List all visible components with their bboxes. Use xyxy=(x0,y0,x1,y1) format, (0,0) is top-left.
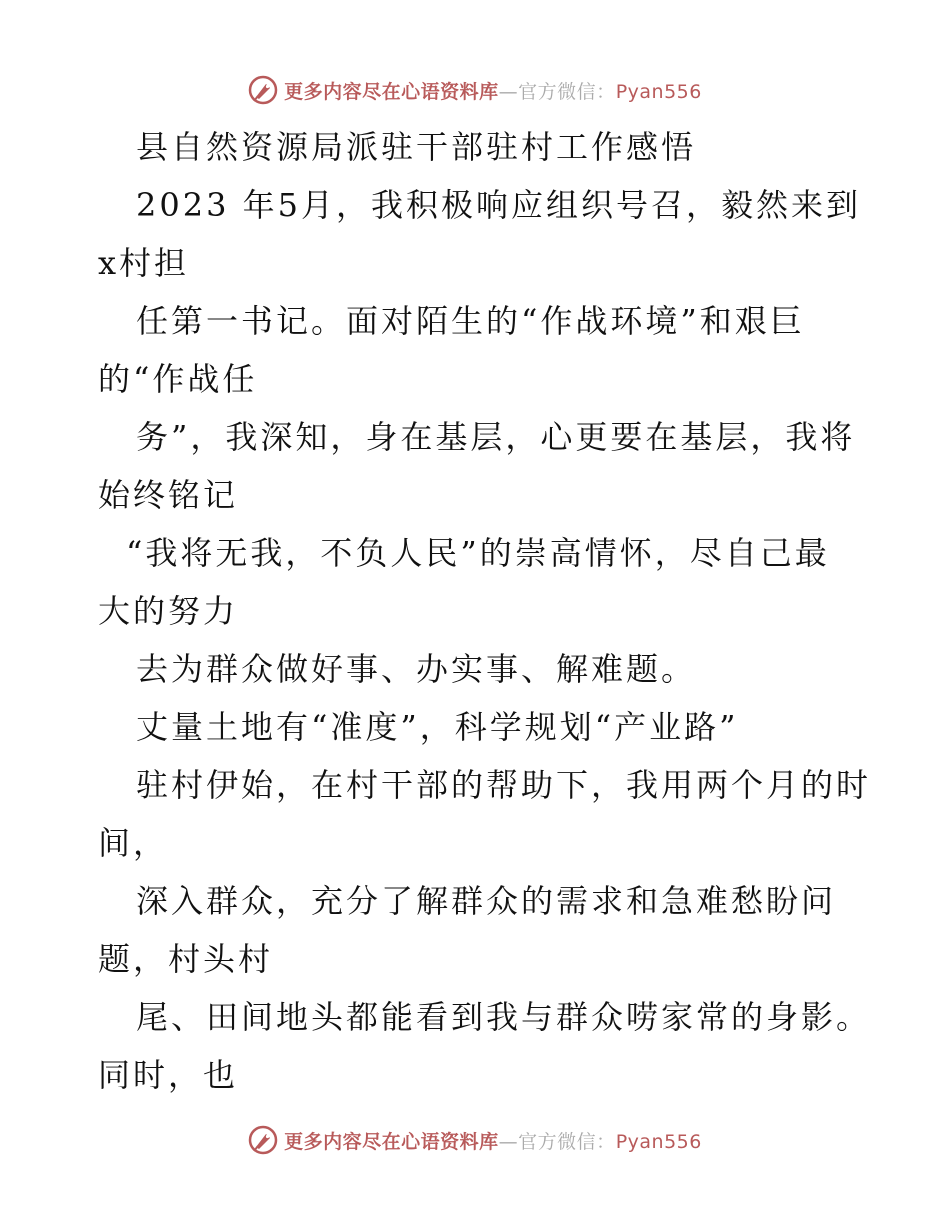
text-line: 任第一书记。面对陌生的“作战环境”和艰巨 xyxy=(136,302,805,340)
text-line: 的“作战任 xyxy=(98,360,258,398)
document-body xyxy=(98,118,872,1104)
watermark-wechat-id: Pyan556 xyxy=(615,1130,702,1153)
watermark-dash: — xyxy=(498,80,519,103)
text-line: 始终铭记 xyxy=(98,476,239,514)
text-line: 去为群众做好事、办实事、解难题。 xyxy=(136,650,697,688)
watermark-wechat-id: Pyan556 xyxy=(615,80,702,103)
watermark-wechat-label: 官方微信： xyxy=(518,1130,616,1153)
text-line: 尾、田间地头都能看到我与群众唠家常的身影。 xyxy=(136,998,872,1036)
text-line: “我将无我，不负人民”的崇高情怀，尽自己最 xyxy=(126,534,830,572)
text-line: 2023 年5月，我积极响应组织号召，毅然来到 xyxy=(136,186,861,224)
text-line: 同时，也 xyxy=(98,1056,239,1094)
watermark-text xyxy=(284,77,702,104)
watermark-main-text: 更多内容尽在心语资料库 xyxy=(284,1130,499,1153)
footer-watermark-banner xyxy=(0,1120,950,1160)
watermark-wechat-label: 官方微信： xyxy=(518,80,616,103)
text-line: x村担 xyxy=(98,244,190,282)
section-heading: 丈量土地有“准度”，科学规划“产业路” xyxy=(136,708,739,746)
watermark-dash: — xyxy=(498,1130,519,1153)
text-line: 务”，我深知，身在基层，心更要在基层，我将 xyxy=(136,418,856,456)
document-title: 县自然资源局派驻干部驻村工作感悟 xyxy=(136,128,697,166)
pen-nib-logo-icon xyxy=(248,1125,278,1155)
text-line: 驻村伊始，在村干部的帮助下，我用两个月的时 xyxy=(136,766,872,804)
text-line: 间， xyxy=(98,824,169,862)
text-line: 大的努力 xyxy=(98,592,239,630)
header-watermark-banner xyxy=(0,70,950,110)
watermark-text xyxy=(284,1127,702,1154)
pen-nib-logo-icon xyxy=(248,75,278,105)
text-line: 深入群众，充分了解群众的需求和急难愁盼问 xyxy=(136,882,837,920)
watermark-main-text: 更多内容尽在心语资料库 xyxy=(284,80,499,103)
text-line: 题，村头村 xyxy=(98,940,274,978)
